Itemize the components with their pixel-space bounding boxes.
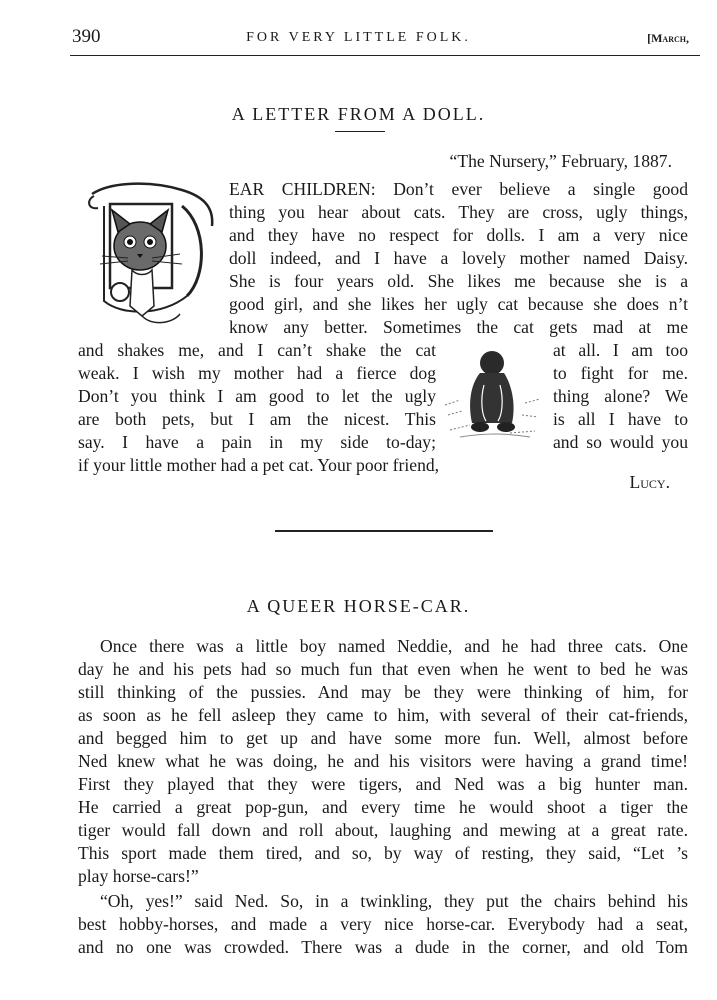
story-line: and begged him to get up and have some more fun. Well, almost before — [78, 728, 688, 748]
story-line: tiger would fall down and roll about, laughing and mewing at a great rate. — [78, 820, 688, 840]
story-line: still thinking of the pussies. And may be they were thinking of him, for — [78, 682, 688, 702]
story-line: This sport made them tired, and so, by way of resting, they said, “Let ’s — [78, 843, 688, 863]
section-divider — [275, 530, 493, 532]
letter-line: thing you hear about cats. They are cross, ugly things, — [229, 202, 688, 222]
letter-line-right: to fight for me. — [553, 363, 688, 383]
running-title: FOR VERY LITTLE FOLK. — [246, 30, 471, 45]
letter-dateline: “The Nursery,” February, 1887. — [449, 151, 672, 171]
letter-line-left: and shakes me, and I can’t shake the cat — [78, 340, 436, 360]
letter-signature: Lucy. — [629, 472, 670, 492]
letter-line-left: are both pets, but I am the nicest. This — [78, 409, 436, 429]
letter-line-right: thing alone? We — [553, 386, 688, 406]
story-line: “Oh, yes!” said Ned. So, in a twinkling, they put the chairs behind his — [100, 891, 688, 911]
story-line: First they played that they were tigers, and Ned was a big hunter man. — [78, 774, 688, 794]
story-line: Once there was a little boy named Neddie, and he had three cats. One — [100, 636, 688, 656]
letter-line: and they have no respect for dolls. I am a very nice — [229, 225, 688, 245]
letter-line: doll indeed, and I have a lovely mother named Daisy. — [229, 248, 688, 268]
drop-cap-cat-illustration — [82, 176, 222, 336]
doll-illustration — [440, 345, 545, 445]
story-line: and no one was crowded. There was a dude in the corner, and old Tom — [78, 937, 688, 957]
letter-line: EAR CHILDREN: Don’t ever believe a single good — [229, 179, 688, 199]
letter-line-right: is all I have to — [553, 409, 688, 429]
story-line: He carried a great pop-gun, and every time he would shoot a tiger the — [78, 797, 688, 817]
story-line: play horse-cars!” — [78, 866, 199, 886]
letter-line: She is four years old. She likes me because she is a — [229, 271, 688, 291]
story-line: as soon as he fell asleep they came to him, with several of their cat-friends, — [78, 705, 688, 725]
letter-line-right: and so would you — [553, 432, 688, 452]
story-title: A QUEER HORSE-CAR. — [246, 596, 471, 616]
title-underline — [335, 131, 385, 132]
letter-title: A LETTER FROM A DOLL. — [231, 104, 486, 124]
story-line: best hobby-horses, and made a very nice horse-car. Everybody had a seat, — [78, 914, 688, 934]
letter-line-left: weak. I wish my mother had a fierce dog — [78, 363, 436, 383]
header-rule — [70, 55, 700, 56]
letter-line: know any better. Sometimes the cat gets mad at me — [229, 317, 688, 337]
letter-line-left: Don’t you think I am good to let the ugly — [78, 386, 436, 406]
story-line: Ned knew what he was doing, he and his visitors were having a grand time! — [78, 751, 688, 771]
letter-closing-line: if your little mother had a pet cat. Your poor friend, — [78, 455, 440, 475]
letter-line-right: at all. I am too — [553, 340, 688, 360]
running-month: [March, — [647, 31, 689, 45]
page-number: 390 — [72, 26, 101, 47]
letter-line-left: say. I have a pain in my side to-day; — [78, 432, 436, 452]
letter-line: good girl, and she likes her ugly cat because she does n’t — [229, 294, 688, 314]
story-line: day he and his pets had so much fun that even when he went to bed he was — [78, 659, 688, 679]
